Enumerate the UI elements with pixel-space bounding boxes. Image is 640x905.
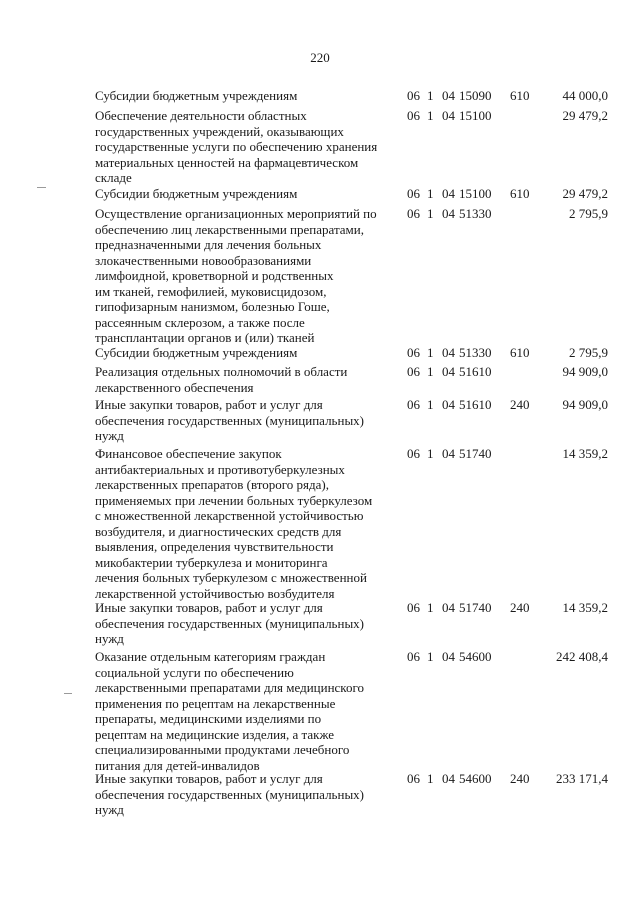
row-name-line: им тканей, гемофилией, муковисцидозом, xyxy=(95,283,327,299)
code-subprogram: 04 xyxy=(442,364,455,379)
row-name xyxy=(95,345,400,361)
code-program: 1 xyxy=(427,446,434,461)
code-direction: 54600 xyxy=(459,649,492,664)
code-ministry: 06 xyxy=(407,206,420,221)
page-number: 220 xyxy=(310,50,330,65)
code-direction: 15090 xyxy=(459,88,492,103)
code-ministry: 06 xyxy=(407,88,420,103)
code-subprogram: 04 xyxy=(442,88,455,103)
code-subprogram: 04 xyxy=(442,206,455,221)
code-program: 1 xyxy=(427,397,434,412)
row-name xyxy=(95,206,400,346)
row-name-line: предназначенными для лечения больных xyxy=(95,237,322,252)
row-name-line: обеспечения государственных (муниципальных) xyxy=(95,615,365,631)
code-program: 1 xyxy=(427,771,434,786)
code-ministry: 06 xyxy=(407,600,420,615)
row-name-line: материальных ценностей на фармацевтическом xyxy=(95,154,359,170)
code-subprogram: 04 xyxy=(442,446,455,461)
row-amount: 233 171,4 xyxy=(556,771,608,786)
code-expense-type: 240 xyxy=(510,771,530,786)
code-ministry: 06 xyxy=(407,397,420,412)
code-program: 1 xyxy=(427,108,434,123)
row-name-line: нужд xyxy=(95,428,124,443)
code-direction: 51610 xyxy=(459,397,492,412)
code-ministry: 06 xyxy=(407,771,420,786)
row-name-line: применения по рецептам на лекарственные xyxy=(95,695,336,711)
code-program: 1 xyxy=(427,649,434,664)
row-name-line: гипофизарным нанизмом, болезнью Гоше, xyxy=(95,299,330,314)
row-name-line: лекарственными препаратами для медицинского xyxy=(95,680,364,695)
margin-mark xyxy=(64,693,72,694)
code-ministry: 06 xyxy=(407,446,420,461)
row-name-line: Иные закупки товаров, работ и услуг для xyxy=(95,397,323,412)
code-expense-type: 610 xyxy=(510,345,530,360)
row-name-line: государственные услуги по обеспечению хранения xyxy=(95,139,378,154)
row-name-line: возбудителя, и диагностических средств для xyxy=(95,523,342,539)
row-name-line: рецептам на медицинские изделия, а также xyxy=(95,726,335,742)
row-name-line: с множественной лекарственной устойчивостью xyxy=(95,508,364,523)
code-subprogram: 04 xyxy=(442,345,455,360)
row-name-line: рассеянным склерозом, а также после xyxy=(95,314,305,330)
code-direction: 15100 xyxy=(459,108,492,123)
row-name-line: Финансовое обеспечение закупок xyxy=(95,446,282,461)
row-name-line: лекарственного обеспечения xyxy=(95,379,254,395)
row-name-line: лечения больных туберкулезом с множественной xyxy=(95,570,367,585)
code-direction: 51330 xyxy=(459,345,492,360)
code-direction: 54600 xyxy=(459,771,492,786)
code-subprogram: 04 xyxy=(442,600,455,615)
row-amount: 29 479,2 xyxy=(562,186,608,201)
code-expense-type: 610 xyxy=(510,88,530,103)
code-ministry: 06 xyxy=(407,108,420,123)
row-name-line: Субсидии бюджетным учреждениям xyxy=(95,345,298,360)
row-name-line: питания для детей-инвалидов xyxy=(95,757,260,773)
code-expense-type: 240 xyxy=(510,600,530,615)
code-subprogram: 04 xyxy=(442,771,455,786)
row-name xyxy=(95,397,400,444)
row-name-line: Иные закупки товаров, работ и услуг для xyxy=(95,600,323,615)
row-name-line: Осуществление организационных мероприятий по xyxy=(95,206,377,221)
row-amount: 14 359,2 xyxy=(562,600,608,615)
code-direction: 51610 xyxy=(459,364,492,379)
code-subprogram: 04 xyxy=(442,108,455,123)
code-expense-type: 610 xyxy=(510,186,530,201)
row-name-line: злокачественными новообразованиями xyxy=(95,252,312,268)
row-name-line: специализированными продуктами лечебного xyxy=(95,742,350,757)
row-name-line: Обеспечение деятельности областных xyxy=(95,108,307,123)
code-ministry: 06 xyxy=(407,364,420,379)
code-direction: 51330 xyxy=(459,206,492,221)
code-program: 1 xyxy=(427,88,434,103)
row-name-line: Субсидии бюджетным учреждениям xyxy=(95,186,298,201)
row-amount: 44 000,0 xyxy=(562,88,608,103)
row-name-line: нужд xyxy=(95,802,124,817)
row-name-line: микобактерии туберкулеза и мониторинга xyxy=(95,554,328,570)
code-program: 1 xyxy=(427,345,434,360)
row-name xyxy=(95,186,400,202)
code-subprogram: 04 xyxy=(442,649,455,664)
row-name xyxy=(95,600,400,647)
row-name-line: обеспечения государственных (муниципальных) xyxy=(95,412,365,428)
code-ministry: 06 xyxy=(407,186,420,201)
row-name-line: выявления, определения чувствительности xyxy=(95,539,334,554)
row-name xyxy=(95,88,400,104)
code-expense-type: 240 xyxy=(510,397,530,412)
row-name-line: лекарственных препаратов (второго ряда), xyxy=(95,477,329,492)
code-subprogram: 04 xyxy=(442,397,455,412)
row-amount: 14 359,2 xyxy=(562,446,608,461)
code-direction: 51740 xyxy=(459,600,492,615)
code-program: 1 xyxy=(427,186,434,201)
code-program: 1 xyxy=(427,600,434,615)
row-name-line: антибактериальных и противотуберкулезных xyxy=(95,461,345,477)
row-name xyxy=(95,771,400,818)
code-ministry: 06 xyxy=(407,649,420,664)
row-amount: 94 909,0 xyxy=(562,364,608,379)
code-direction: 15100 xyxy=(459,186,492,201)
row-name-line: складе xyxy=(95,170,132,185)
row-name-line: препараты, медицинскими изделиями по xyxy=(95,711,322,726)
code-subprogram: 04 xyxy=(442,186,455,201)
row-name-line: трансплантации органов и (или) тканей xyxy=(95,330,315,345)
row-amount: 242 408,4 xyxy=(556,649,608,664)
row-name xyxy=(95,108,400,186)
row-name-line: государственных учреждений, оказывающих xyxy=(95,123,344,139)
row-name-line: обеспечения государственных (муниципальных) xyxy=(95,786,365,802)
row-name-line: Субсидии бюджетным учреждениям xyxy=(95,88,298,103)
row-name-line: лимфоидной, кроветворной и родственных xyxy=(95,268,334,283)
row-amount: 94 909,0 xyxy=(562,397,608,412)
code-program: 1 xyxy=(427,206,434,221)
margin-mark xyxy=(37,187,46,188)
row-amount: 29 479,2 xyxy=(562,108,608,123)
row-amount: 2 795,9 xyxy=(569,206,608,221)
row-name xyxy=(95,364,400,395)
row-name xyxy=(95,446,400,601)
row-name-line: социальной услуги по обеспечению xyxy=(95,664,294,680)
code-ministry: 06 xyxy=(407,345,420,360)
row-name-line: применяемых при лечении больных туберкулезом xyxy=(95,492,373,508)
row-name-line: Оказание отдельным категориям граждан xyxy=(95,649,326,664)
code-direction: 51740 xyxy=(459,446,492,461)
row-name xyxy=(95,649,400,773)
code-program: 1 xyxy=(427,364,434,379)
row-name-line: обеспечению лиц лекарственными препаратами, xyxy=(95,221,364,237)
row-name-line: Иные закупки товаров, работ и услуг для xyxy=(95,771,323,786)
row-name-line: нужд xyxy=(95,631,124,646)
row-amount: 2 795,9 xyxy=(569,345,608,360)
row-name-line: Реализация отдельных полномочий в области xyxy=(95,364,348,379)
row-name-line: лекарственной устойчивостью возбудителя xyxy=(95,585,335,601)
